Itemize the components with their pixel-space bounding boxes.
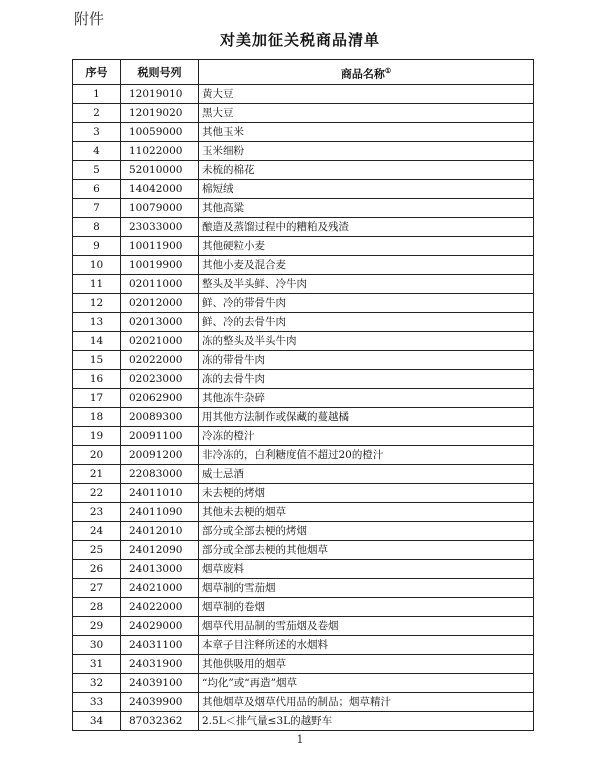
table-row xyxy=(73,636,534,655)
row-number: 8 xyxy=(73,218,121,237)
tariff-code: 02023000 xyxy=(121,370,199,389)
table-row xyxy=(73,218,534,237)
tariff-code: 24013000 xyxy=(121,560,199,579)
product-name: 烟草废料 xyxy=(199,560,534,579)
product-name: 黄大豆 xyxy=(199,85,534,104)
page-number: 1 xyxy=(296,733,304,746)
row-number: 3 xyxy=(73,123,121,142)
row-number: 10 xyxy=(73,256,121,275)
row-number: 15 xyxy=(73,351,121,370)
product-name: 酿造及蒸馏过程中的糟粕及残渣 xyxy=(199,218,534,237)
table-row xyxy=(73,351,534,370)
row-number: 20 xyxy=(73,446,121,465)
product-name: 冷冻的橙汁 xyxy=(199,427,534,446)
table-row xyxy=(73,579,534,598)
product-name: 威士忌酒 xyxy=(199,465,534,484)
product-name: 整头及半头鲜、冷牛肉 xyxy=(199,275,534,294)
row-number: 4 xyxy=(73,142,121,161)
tariff-code: 20091100 xyxy=(121,427,199,446)
product-name: 冻的整头及半头牛肉 xyxy=(199,332,534,351)
product-name: 玉米细粉 xyxy=(199,142,534,161)
tariff-code: 14042000 xyxy=(121,180,199,199)
tariff-code: 22083000 xyxy=(121,465,199,484)
column-header-code: 税则号列 xyxy=(121,60,199,85)
tariff-code: 10059000 xyxy=(121,123,199,142)
table-row xyxy=(73,503,534,522)
tariff-code: 24022000 xyxy=(121,598,199,617)
column-header-name-label: 商品名称 xyxy=(340,67,385,81)
tariff-code: 10011900 xyxy=(121,237,199,256)
product-name: 未去梗的烤烟 xyxy=(199,484,534,503)
tariff-code: 20091200 xyxy=(121,446,199,465)
tariff-code: 02021000 xyxy=(121,332,199,351)
tariff-code: 24012090 xyxy=(121,541,199,560)
row-number: 16 xyxy=(73,370,121,389)
row-number: 33 xyxy=(73,693,121,712)
row-number: 12 xyxy=(73,294,121,313)
table-row xyxy=(73,180,534,199)
row-number: 19 xyxy=(73,427,121,446)
attachment-label: 附件 xyxy=(74,10,105,28)
product-name: 棉短绒 xyxy=(199,180,534,199)
footnote-marker: ① xyxy=(384,65,392,75)
table-row xyxy=(73,598,534,617)
table-row xyxy=(73,655,534,674)
row-number: 32 xyxy=(73,674,121,693)
row-number: 24 xyxy=(73,522,121,541)
table-row xyxy=(73,294,534,313)
row-number: 25 xyxy=(73,541,121,560)
column-header-no: 序号 xyxy=(73,60,121,85)
row-number: 22 xyxy=(73,484,121,503)
table-row xyxy=(73,104,534,123)
tariff-code: 10079000 xyxy=(121,199,199,218)
tariff-code: 23033000 xyxy=(121,218,199,237)
column-header-name xyxy=(199,60,534,85)
tariff-code: 02062900 xyxy=(121,389,199,408)
tariff-code: 87032362 xyxy=(121,712,199,731)
table-row xyxy=(73,674,534,693)
product-name: 鲜、冷的去骨牛肉 xyxy=(199,313,534,332)
tariff-table xyxy=(72,59,534,731)
tariff-code: 24021000 xyxy=(121,579,199,598)
tariff-code: 10019900 xyxy=(121,256,199,275)
table-row xyxy=(73,389,534,408)
row-number: 21 xyxy=(73,465,121,484)
table-row xyxy=(73,199,534,218)
tariff-code: 02013000 xyxy=(121,313,199,332)
row-number: 2 xyxy=(73,104,121,123)
row-number: 28 xyxy=(73,598,121,617)
tariff-code: 02011000 xyxy=(121,275,199,294)
product-name: 2.5L＜排气量≤3L的越野车 xyxy=(199,712,534,731)
tariff-code: 24011090 xyxy=(121,503,199,522)
product-name: 其他玉米 xyxy=(199,123,534,142)
row-number: 5 xyxy=(73,161,121,180)
tariff-code: 02022000 xyxy=(121,351,199,370)
table-row xyxy=(73,522,534,541)
row-number: 34 xyxy=(73,712,121,731)
product-name: 用其他方法制作或保藏的蔓越橘 xyxy=(199,408,534,427)
table-row xyxy=(73,237,534,256)
row-number: 7 xyxy=(73,199,121,218)
product-name: 冻的带骨牛肉 xyxy=(199,351,534,370)
table-row xyxy=(73,693,534,712)
table-row xyxy=(73,256,534,275)
tariff-code: 24012010 xyxy=(121,522,199,541)
tariff-code: 20089300 xyxy=(121,408,199,427)
tariff-code: 02012000 xyxy=(121,294,199,313)
product-name: 其他烟草及烟草代用品的制品；烟草精汁 xyxy=(199,693,534,712)
tariff-code: 12019010 xyxy=(121,85,199,104)
table-row xyxy=(73,712,534,731)
row-number: 9 xyxy=(73,237,121,256)
row-number: 29 xyxy=(73,617,121,636)
row-number: 6 xyxy=(73,180,121,199)
table-row xyxy=(73,313,534,332)
row-number: 30 xyxy=(73,636,121,655)
product-name: 未梳的棉花 xyxy=(199,161,534,180)
tariff-code: 24011010 xyxy=(121,484,199,503)
product-name: 本章子目注释所述的水烟料 xyxy=(199,636,534,655)
table-row xyxy=(73,427,534,446)
table-row xyxy=(73,408,534,427)
table-row xyxy=(73,85,534,104)
product-name: 冻的去骨牛肉 xyxy=(199,370,534,389)
product-name: 其他未去梗的烟草 xyxy=(199,503,534,522)
row-number: 18 xyxy=(73,408,121,427)
product-name: 其他供吸用的烟草 xyxy=(199,655,534,674)
product-name: 其他硬粒小麦 xyxy=(199,237,534,256)
table-row xyxy=(73,370,534,389)
table-row xyxy=(73,161,534,180)
table-row xyxy=(73,541,534,560)
product-name: 烟草制的雪茄烟 xyxy=(199,579,534,598)
row-number: 27 xyxy=(73,579,121,598)
table-row xyxy=(73,617,534,636)
row-number: 17 xyxy=(73,389,121,408)
row-number: 13 xyxy=(73,313,121,332)
row-number: 31 xyxy=(73,655,121,674)
page-title: 对美加征关税商品清单 xyxy=(219,31,380,49)
product-name: 鲜、冷的带骨牛肉 xyxy=(199,294,534,313)
tariff-code: 24031100 xyxy=(121,636,199,655)
tariff-code: 24039100 xyxy=(121,674,199,693)
product-name: 烟草代用品制的雪茄烟及卷烟 xyxy=(199,617,534,636)
tariff-code: 24029000 xyxy=(121,617,199,636)
row-number: 14 xyxy=(73,332,121,351)
row-number: 1 xyxy=(73,85,121,104)
product-name: 其他小麦及混合麦 xyxy=(199,256,534,275)
product-name: 其他冻牛杂碎 xyxy=(199,389,534,408)
row-number: 11 xyxy=(73,275,121,294)
row-number: 26 xyxy=(73,560,121,579)
table-body xyxy=(73,85,534,731)
table-row xyxy=(73,275,534,294)
table-row xyxy=(73,484,534,503)
product-name: 其他高粱 xyxy=(199,199,534,218)
table-row xyxy=(73,332,534,351)
tariff-code: 24031900 xyxy=(121,655,199,674)
product-name: 部分或全部去梗的烤烟 xyxy=(199,522,534,541)
tariff-code: 24039900 xyxy=(121,693,199,712)
product-name: 黑大豆 xyxy=(199,104,534,123)
row-number: 23 xyxy=(73,503,121,522)
product-name: “均化”或“再造”烟草 xyxy=(199,674,534,693)
product-name: 烟草制的卷烟 xyxy=(199,598,534,617)
tariff-code: 11022000 xyxy=(121,142,199,161)
table-row xyxy=(73,123,534,142)
product-name: 非冷冻的，白利糖度值不超过20的橙汁 xyxy=(199,446,534,465)
table-row xyxy=(73,560,534,579)
table-row xyxy=(73,465,534,484)
table-header-row xyxy=(73,60,534,85)
tariff-code: 52010000 xyxy=(121,161,199,180)
product-name: 部分或全部去梗的其他烟草 xyxy=(199,541,534,560)
table-row xyxy=(73,142,534,161)
table-row xyxy=(73,446,534,465)
tariff-code: 12019020 xyxy=(121,104,199,123)
